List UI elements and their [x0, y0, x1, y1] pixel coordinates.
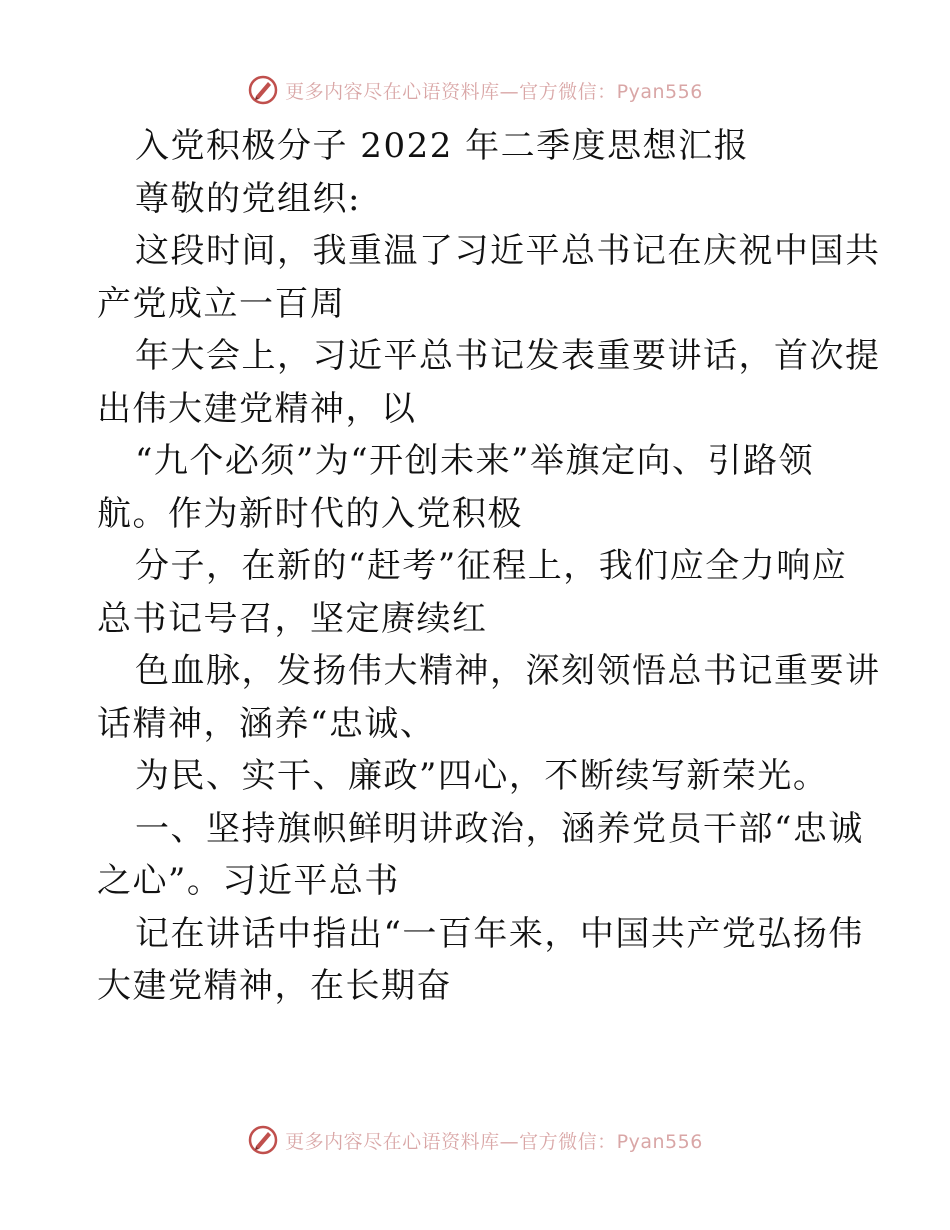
body-line: 总书记号召，坚定赓续红	[97, 598, 488, 639]
body-line: 记在讲话中指出“一百年来，中国共产党弘扬伟	[135, 913, 864, 954]
header-banner	[0, 70, 950, 110]
body-line: 出伟大建党精神，以	[97, 388, 417, 429]
body-line: 之心”。习近平总书	[97, 861, 400, 901]
body-line: 为民、实干、廉政”四心，不断续写新荣光。	[135, 756, 829, 796]
body-line: 色血脉，发扬伟大精神，深刻领悟总书记重要讲	[135, 651, 881, 691]
body-line: 航。作为新时代的入党积极	[97, 493, 523, 534]
pen-logo-icon	[247, 1124, 279, 1156]
footer-banner-text: 更多内容尽在心语资料库—官方微信：Pyan556	[285, 1130, 703, 1153]
body-line: 分子，在新的“赶考”征程上，我们应全力响应	[135, 546, 848, 586]
body-line: 尊敬的党组织:	[135, 178, 361, 219]
body-line: 一、坚持旗帜鲜明讲政治，涵养党员干部“忠诚	[135, 808, 864, 849]
body-line: 话精神，涵养“忠诚、	[97, 703, 436, 744]
body-line: 大建党精神，在长期奋	[97, 966, 452, 1006]
body-line: 入党积极分子 2022 年二季度思想汇报	[135, 126, 750, 166]
header-banner-text: 更多内容尽在心语资料库—官方微信：Pyan556	[285, 80, 703, 103]
body-line: 产党成立一百周	[97, 283, 346, 324]
body-line: 这段时间，我重温了习近平总书记在庆祝中国共	[135, 231, 881, 271]
document-body	[97, 120, 881, 1013]
pen-logo-icon	[247, 74, 279, 106]
body-line: “九个必须”为“开创未来”举旗定向、引路领	[135, 441, 815, 481]
body-line: 年大会上，习近平总书记发表重要讲话，首次提	[135, 336, 881, 376]
footer-banner	[0, 1120, 950, 1160]
